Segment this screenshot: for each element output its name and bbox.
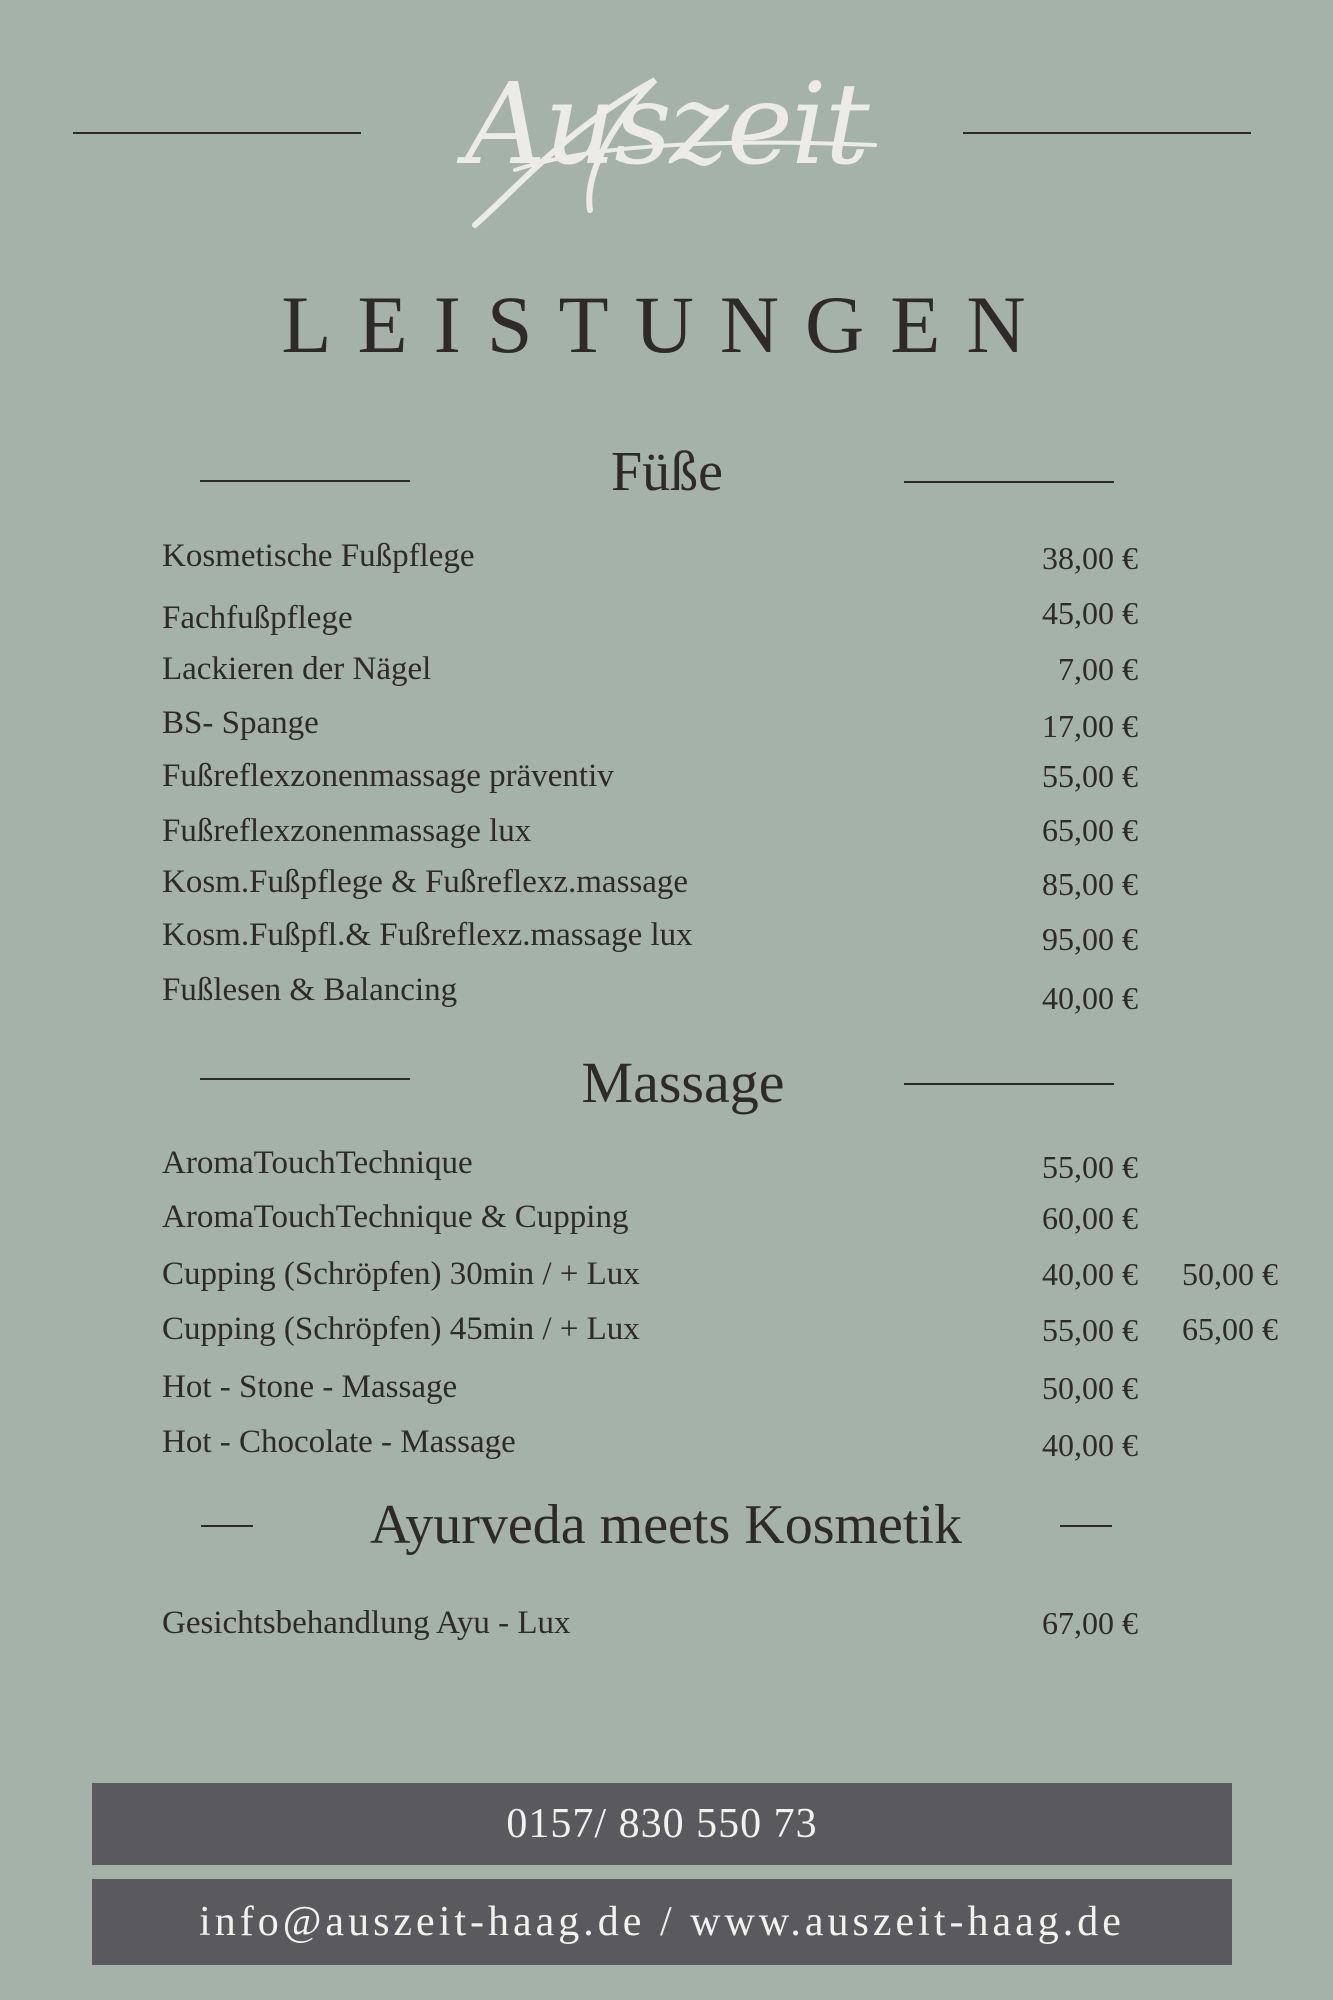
item-price: 55,00 € <box>1042 1312 1138 1348</box>
contact-bar <box>92 1879 1232 1965</box>
section-title-massage: Massage <box>581 1050 785 1115</box>
item-price: 95,00 € <box>1042 921 1138 957</box>
item-price: 67,00 € <box>1042 1605 1138 1641</box>
section-rule-right <box>904 1083 1114 1085</box>
phone-number[interactable]: 0157/ 830 550 73 <box>506 1801 818 1847</box>
item-price: 65,00 € <box>1042 812 1138 848</box>
item-price: 40,00 € <box>1042 980 1138 1016</box>
section-title-ayurveda: Ayurveda meets Kosmetik <box>369 1494 963 1556</box>
list-item: Kosm.Fußpfl.& Fußreflexz.massage lux <box>162 917 693 953</box>
list-item: Cupping (Schröpfen) 45min / + Lux <box>162 1311 640 1347</box>
list-item: Fachfußpflege <box>162 600 353 636</box>
list-item: Fußreflexzonenmassage präventiv <box>162 758 614 794</box>
brand-logo: Auszeit <box>465 60 868 190</box>
list-item: Fußlesen & Balancing <box>162 972 458 1008</box>
section-rule-right <box>904 481 1114 483</box>
item-price: 55,00 € <box>1042 758 1138 794</box>
section-title-fuesse: Füße <box>611 441 723 503</box>
section-rule-left <box>200 1078 410 1080</box>
section-rule-left <box>200 480 410 482</box>
contact-links[interactable]: info@auszeit-haag.de / www.auszeit-haag.de <box>199 1899 1125 1945</box>
item-price: 50,00 € <box>1042 1370 1138 1406</box>
item-price: 45,00 € <box>1042 595 1138 631</box>
section-dash-left <box>201 1525 253 1527</box>
list-item: AromaTouchTechnique <box>162 1145 473 1181</box>
item-price: 7,00 € <box>1058 651 1138 687</box>
item-price: 40,00 € <box>1042 1256 1138 1292</box>
item-price: 60,00 € <box>1042 1200 1138 1236</box>
list-item: Kosmetische Fußpflege <box>162 538 475 574</box>
list-item: Fußreflexzonenmassage lux <box>162 813 532 849</box>
list-item: Hot - Stone - Massage <box>162 1369 458 1405</box>
list-item: AromaTouchTechnique & Cupping <box>162 1199 629 1235</box>
list-item: BS- Spange <box>162 705 319 741</box>
page-title: LEISTUNGEN <box>281 279 1052 370</box>
item-price-lux: 50,00 € <box>1182 1256 1278 1292</box>
item-price: 40,00 € <box>1042 1427 1138 1463</box>
list-item: Lackieren der Nägel <box>162 651 432 687</box>
phone-bar <box>92 1783 1232 1865</box>
list-item: Hot - Chocolate - Massage <box>162 1424 516 1460</box>
list-item: Kosm.Fußpflege & Fußreflexz.massage <box>162 864 689 900</box>
item-price: 85,00 € <box>1042 866 1138 902</box>
list-item: Gesichtsbehandlung Ayu - Lux <box>162 1605 571 1641</box>
item-price: 55,00 € <box>1042 1149 1138 1185</box>
item-price: 38,00 € <box>1042 540 1138 576</box>
item-price: 17,00 € <box>1042 708 1138 744</box>
list-item: Cupping (Schröpfen) 30min / + Lux <box>162 1256 640 1292</box>
section-dash-right <box>1060 1525 1112 1527</box>
item-price-lux: 65,00 € <box>1182 1311 1278 1347</box>
